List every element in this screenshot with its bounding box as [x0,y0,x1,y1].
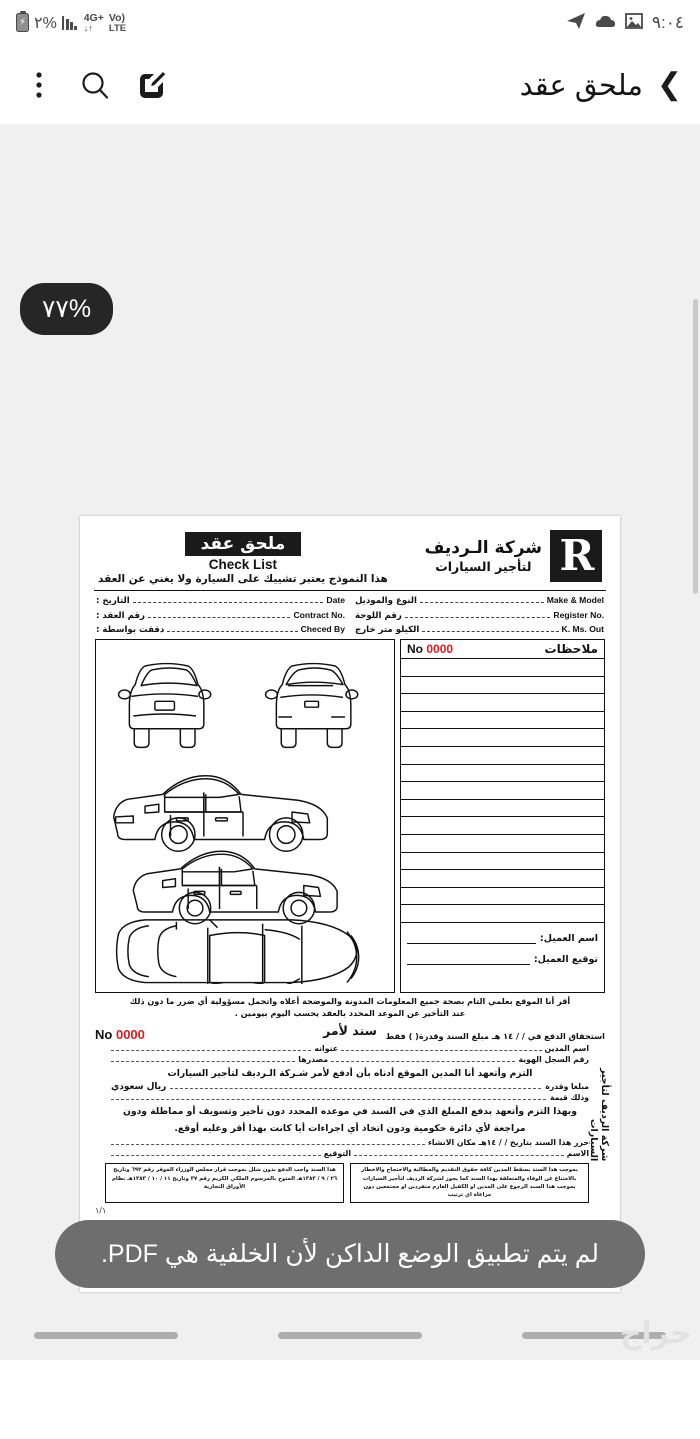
promissory-note-number: No 0000 [95,1027,145,1043]
pdf-viewer[interactable] [0,124,700,1311]
form-fields [92,595,608,635]
field-dotted-line [167,625,297,632]
field-label-ar: النوع والموديل [355,596,417,606]
promissory-note-title: سند لأمر [323,1023,377,1039]
document-header [92,526,608,585]
note-line[interactable] [401,765,604,783]
app-bar-actions [22,68,168,102]
field-dotted-line [405,611,551,618]
name-signature-row[interactable] [95,1149,605,1158]
promissory-note-section [92,1023,608,1215]
system-navigation-bar [0,1311,700,1360]
note-line[interactable] [401,694,604,712]
cloud-icon [595,14,616,33]
note-line[interactable] [401,853,604,871]
dotted-line [170,1083,541,1089]
value-row[interactable] [95,1093,605,1102]
dotted-line [341,1045,541,1051]
form-field-row [96,624,604,635]
field-kms-out[interactable] [355,624,604,635]
promissory-body-line2: وبهذا التزم وأتعهد بدفع المبلغ الذي في السند في موعده المحدد دون تأخير وتسويف أو مماطلة ودون [123,1106,577,1118]
note-line[interactable] [401,782,604,800]
debtor-name-label: اسم المدين [544,1044,589,1054]
field-label-ar: رقم العقد : [96,610,145,621]
note-line[interactable] [401,729,604,747]
issuer-label: مصدرها [298,1055,329,1065]
clock-label: ٩:٠٤ [651,13,684,32]
dotted-line [111,1094,546,1100]
note-line[interactable] [401,888,604,906]
car-front-view [119,664,211,748]
app-bar [0,46,700,124]
car-rear-view [266,664,358,748]
legal-box-left: بموجب هذا السند يسقط المدين كافة حقوق التقديم والمطالبة والاحتجاج والاخطار بالامتناع عن الوفاء والمتعلقة بهذا السند كما يجوز لشركة الرديف لتأجير السيارات بموجب هذا السند الرجوع على المدين او الكفيل الغارم منفردين او مجتمعين دون مراعاة اي ترتيب [350,1163,589,1204]
header-divider [94,590,606,591]
car-top-view [117,920,359,984]
status-bar [0,0,700,46]
note-line[interactable] [401,659,604,677]
network-type-label: 4G+ [83,12,104,25]
battery-percent-label: ٢% [34,14,57,32]
note-line[interactable] [401,747,604,765]
field-label-ar: التاريخ : [96,596,130,606]
customer-signature-label: توقيع العميل: [533,953,598,965]
company-logo-icon: R [550,530,602,582]
app-bar-title-group [520,68,682,103]
note-line[interactable] [401,712,604,730]
company-brand [425,530,602,582]
notes-title: ملاحظات [544,642,598,656]
id-number-label: رقم السجل الهوية [518,1055,589,1065]
volte-label: Vo) [108,11,125,24]
legal-notes-row [95,1163,605,1204]
notes-header [401,640,604,659]
customer-name-field[interactable] [401,923,604,944]
customer-name-label: اسم العميل: [539,932,598,944]
note-line[interactable] [401,870,604,888]
declaration-text [92,996,608,1019]
page-title: ملحق عقد [519,69,643,102]
field-dotted-line [422,625,558,632]
car-side-view-1 [114,776,328,851]
dotted-line [111,1056,295,1062]
note-line[interactable] [401,905,604,923]
signature-label: التوقيع [323,1148,352,1158]
form-field-row [96,610,604,621]
toast-message: لم يتم تطبيق الوضع الداكن لأن الخلفية هي PDF. [55,1220,645,1289]
dotted-line [331,1056,515,1062]
field-label-ar: دققت بواسطة : [96,625,165,635]
note-line[interactable] [401,817,604,835]
field-contract-no[interactable] [96,610,345,621]
amount-row[interactable] [95,1082,605,1092]
field-dotted-line [148,611,291,618]
document-title-block [98,530,388,585]
company-name-line2: لتأجير السيارات [435,558,532,574]
field-make-model[interactable] [355,595,604,606]
network-indicator [82,13,126,33]
dotted-line [111,1139,425,1145]
edit-pencil-icon[interactable] [134,68,168,102]
document-page[interactable] [80,516,620,1292]
declaration-line2: عند التأخير عن الموعد المحدد بالعقد يحسب اليوم بيومين . [234,1007,466,1018]
field-checked-by[interactable] [96,624,345,635]
creation-date-label: حرر هذا السند بتاريخ / / ١٤هـ مكان الانشاء [427,1137,589,1147]
car-inspection-diagram[interactable] [95,639,395,993]
name-label: الاسم [566,1148,589,1158]
telegram-icon [566,12,586,35]
creation-date-row[interactable] [95,1138,605,1147]
due-date-line: استحقاق الدفع في / / ١٤ هـ مبلغ السند وقدرة( ) فقط [385,1031,605,1042]
dotted-line [111,1045,311,1051]
status-bar-left [16,13,126,33]
car-side-view-2 [133,851,337,924]
page-indicator: ١/١ [95,1206,107,1216]
legal-box-right: هذا السند واجب الدفع بدون شلل بموجب قرار مجلس الوزراء الموقر رقم ٦٩٢ وتاريخ ٢٦ / ٩ / ١٣٨٣هـ المتوج بالمرسوم الملكي الكريم رقم ٣٧ وتاريخ ١١ / ١٠ / ١٣٨٣هـ نظام الأوراق التجارية [105,1163,344,1204]
note-line[interactable] [401,800,604,818]
document-title-en: Check List [208,557,278,572]
signal-bars-icon [62,15,77,30]
value-label: وذلك قيمة [550,1093,589,1103]
haraj-watermark: حراج [619,1317,692,1350]
field-dotted-line [133,596,324,603]
declaration-line1: أقر أنا الموقع بعلمي التام بصحة جميع المعلومات المدونة والموضحة أعلاه واتحمل مسؤولية أي ضرر ما دون ذلك [129,996,571,1006]
chevron-back-icon[interactable]: ❯ [656,68,682,101]
field-label-ar: رقم اللوحة [355,610,402,621]
id-number-row[interactable] [95,1055,605,1064]
image-icon [625,13,643,34]
zoom-level-badge: ٧٧% [20,283,113,335]
car-views-svg [98,644,392,984]
signature-line [407,933,536,944]
promissory-body-line3: مراجعة لأي دائرة حكومية ودون اتخاذ أي اجراءات أيا كانت بهذا أقر وعليه أوقع. [174,1123,526,1135]
field-register-no[interactable] [355,610,604,621]
note-line[interactable] [401,835,604,853]
currency-label: ريال سعودي [111,1082,167,1093]
company-name-line1: شركة الـرديف [424,538,542,558]
field-label-en: K. Ms. Out [561,624,604,634]
field-label-en: Register No. [553,609,604,620]
nav-recents-button[interactable] [34,1332,178,1339]
nav-home-button[interactable] [278,1332,422,1339]
vertical-scrollbar[interactable] [693,299,698,594]
amount-label: مبلغا وقدرة [545,1082,589,1092]
note-line[interactable] [401,677,604,695]
search-icon[interactable] [78,68,112,102]
document-title-note: هذا النموذج يعتبر تشييك على السيارة ولا يغني عن العقد [98,573,388,585]
status-bar-right [566,0,684,46]
document-title-badge: ملحق عقد [185,532,302,556]
field-label-en: Checed By [300,624,345,634]
field-dotted-line [420,596,544,603]
dotted-line [354,1150,564,1156]
customer-signature-field[interactable] [401,944,604,965]
checklist-body [92,639,608,993]
more-vertical-icon[interactable] [22,68,56,102]
form-field-row [96,595,604,606]
debtor-name-row[interactable] [95,1044,605,1053]
signature-line [407,954,530,965]
field-label-en: Make & Model [546,595,604,605]
battery-charging-icon: ⚡ [16,13,29,32]
field-date[interactable] [96,595,345,606]
notes-number: No 0000 [407,642,454,656]
dotted-line [111,1150,321,1156]
promissory-body-line1: التزم وأتعهد أنا المدين الموقع أدناه بأن أدفع لأمر شـركة الـرديف لتأجير السيارات [167,1068,533,1080]
field-label-en: Contract No. [293,609,345,620]
notes-box[interactable] [400,639,605,993]
network-sub-label: LTE [108,22,127,34]
field-label-ar: الكيلو متر خارج [355,625,420,635]
field-label-en: Date [326,595,345,605]
company-vertical-watermark: شركة الرديف لتأجير السيارات [588,1068,610,1162]
address-label: عنوانه [314,1044,339,1054]
data-arrows-icon: ↓↑ [83,22,93,33]
